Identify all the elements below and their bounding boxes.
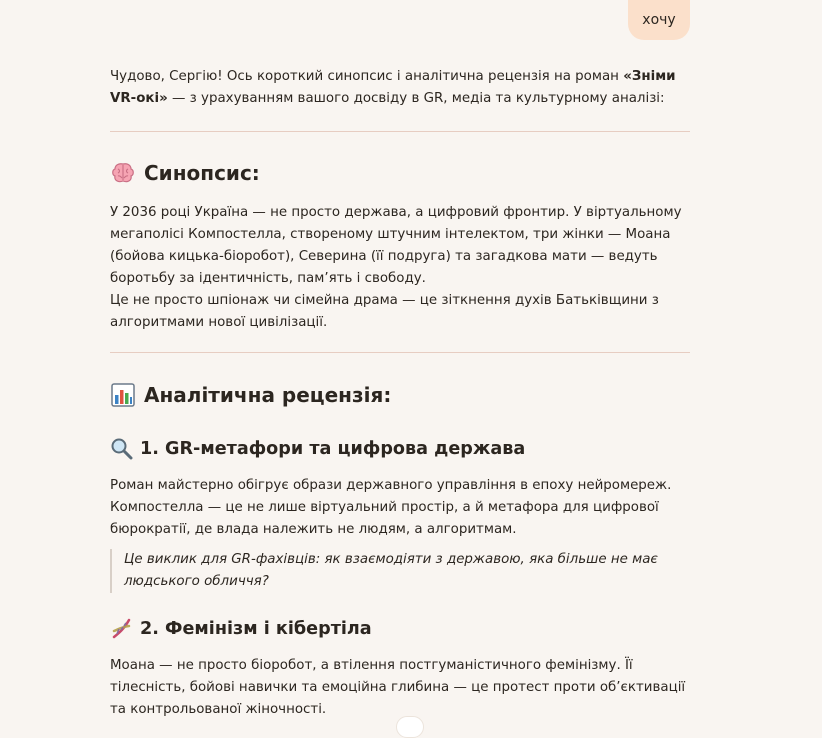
brain-icon (110, 160, 136, 186)
bar-chart-icon (110, 382, 136, 408)
divider (110, 131, 690, 132)
novel-title: «Зніми VR-окі» (110, 69, 676, 106)
intro-text-before: Чудово, Сергію! Ось короткий синопсис і аналітична рецензія на роман (110, 69, 624, 84)
dna-icon (110, 617, 133, 640)
review-heading (110, 382, 391, 408)
section-1-heading (110, 437, 525, 460)
user-message-bubble (628, 0, 690, 40)
synopsis-heading (110, 160, 260, 186)
user-message-text: хочу (642, 12, 676, 28)
synopsis-heading-text: Синопсис: (144, 161, 260, 185)
scroll-to-bottom-button[interactable] (396, 716, 424, 738)
intro-text-after: — з урахуванням вашого досвіду в GR, медіа та культурному аналізі: (167, 91, 665, 106)
review-heading-text: Аналітична рецензія: (144, 383, 392, 407)
assistant-intro (110, 66, 690, 110)
section-2-heading (110, 617, 372, 640)
section-2-heading-text: 2. Фемінізм і кібертіла (140, 618, 372, 639)
divider (110, 352, 690, 353)
section-1-paragraph: Роман майстерно обігрує образи державного управління в епоху нейромереж. Компостелла — це не лише віртуальний простір, а й метафора для цифрової бюрократії, де влада належить не людям, а алгоритмам. (110, 478, 672, 537)
section-1-quote: Це виклик для GR-фахівців: як взаємодіяти з державою, яка більше не має людського обличчя? (110, 549, 699, 593)
synopsis-paragraph-1: У 2036 році Україна — не просто держава, а цифровий фронтир. У віртуальному мегаполісі Компостелла, створеному штучним інтелектом, три жінки — Моана (бойова кицька-біоробот), Северина (її подруга) та загадкова мати — ведуть боротьбу за ідентичність, пам’ять і свободу. (110, 205, 682, 286)
synopsis-paragraph-2: Це не просто шпіонаж чи сімейна драма — це зіткнення духів Батьківщини з алгоритмами нової цивілізації. (110, 293, 659, 330)
section-1-heading-text: 1. GR-метафори та цифрова держава (140, 438, 526, 459)
section-2-paragraph: Моана — не просто біоробот, а втілення постгуманістичного фемінізму. Її тілесність, бойові навички та емоційна глибина — це протест проти об’єктивації та контрольованої жіночності. (110, 658, 686, 717)
magnifier-icon (110, 437, 133, 460)
